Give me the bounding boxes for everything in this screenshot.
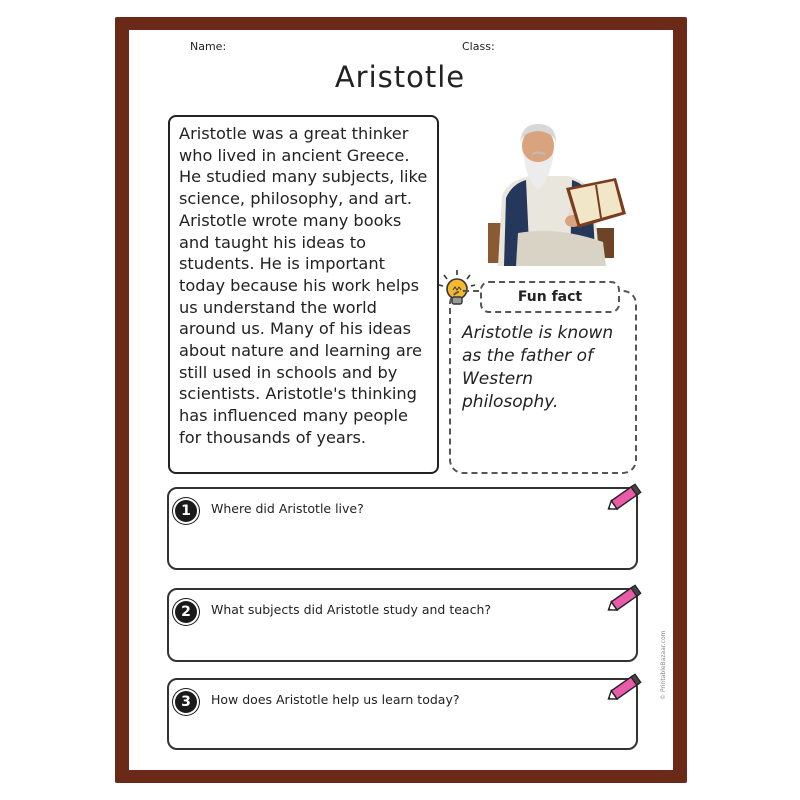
fun-fact-box [449, 290, 637, 474]
name-label: Name: [190, 40, 227, 53]
pencil-icon [604, 671, 644, 705]
page-title: Aristotle [334, 60, 466, 94]
pencil-icon [604, 481, 644, 515]
question-number-badge: 2 [175, 601, 197, 623]
question-text: What subjects did Aristotle study and teach? [211, 602, 491, 617]
question-number-badge: 3 [175, 691, 197, 713]
question-text: How does Aristotle help us learn today? [211, 692, 460, 707]
question-number-badge: 1 [175, 500, 197, 522]
aristotle-portrait-illustration [478, 118, 628, 266]
question-answer-box-3[interactable] [167, 678, 638, 750]
fun-fact-label: Fun fact [480, 281, 620, 313]
reading-passage: Aristotle was a great thinker who lived in ancient Greece. He studied many subjects, like science, philosophy, and art. Aristotle wrote many books and taught his ideas to students. He is important today because his work helps us understand the world around us. Many of his ideas about nature and learning are still used in schools and by scientists. Aristotle's thinking has influenced many people for thousands of years. [168, 115, 439, 474]
credit-text: © PrintableBazaar.com [660, 630, 667, 700]
fun-fact-text: Aristotle is known as the father of Western philosophy. [462, 323, 614, 412]
class-label: Class: [462, 40, 495, 53]
question-answer-box-2[interactable] [167, 588, 638, 662]
question-answer-box-1[interactable] [167, 487, 638, 570]
question-text: Where did Aristotle live? [211, 501, 364, 516]
pencil-icon [604, 582, 644, 616]
